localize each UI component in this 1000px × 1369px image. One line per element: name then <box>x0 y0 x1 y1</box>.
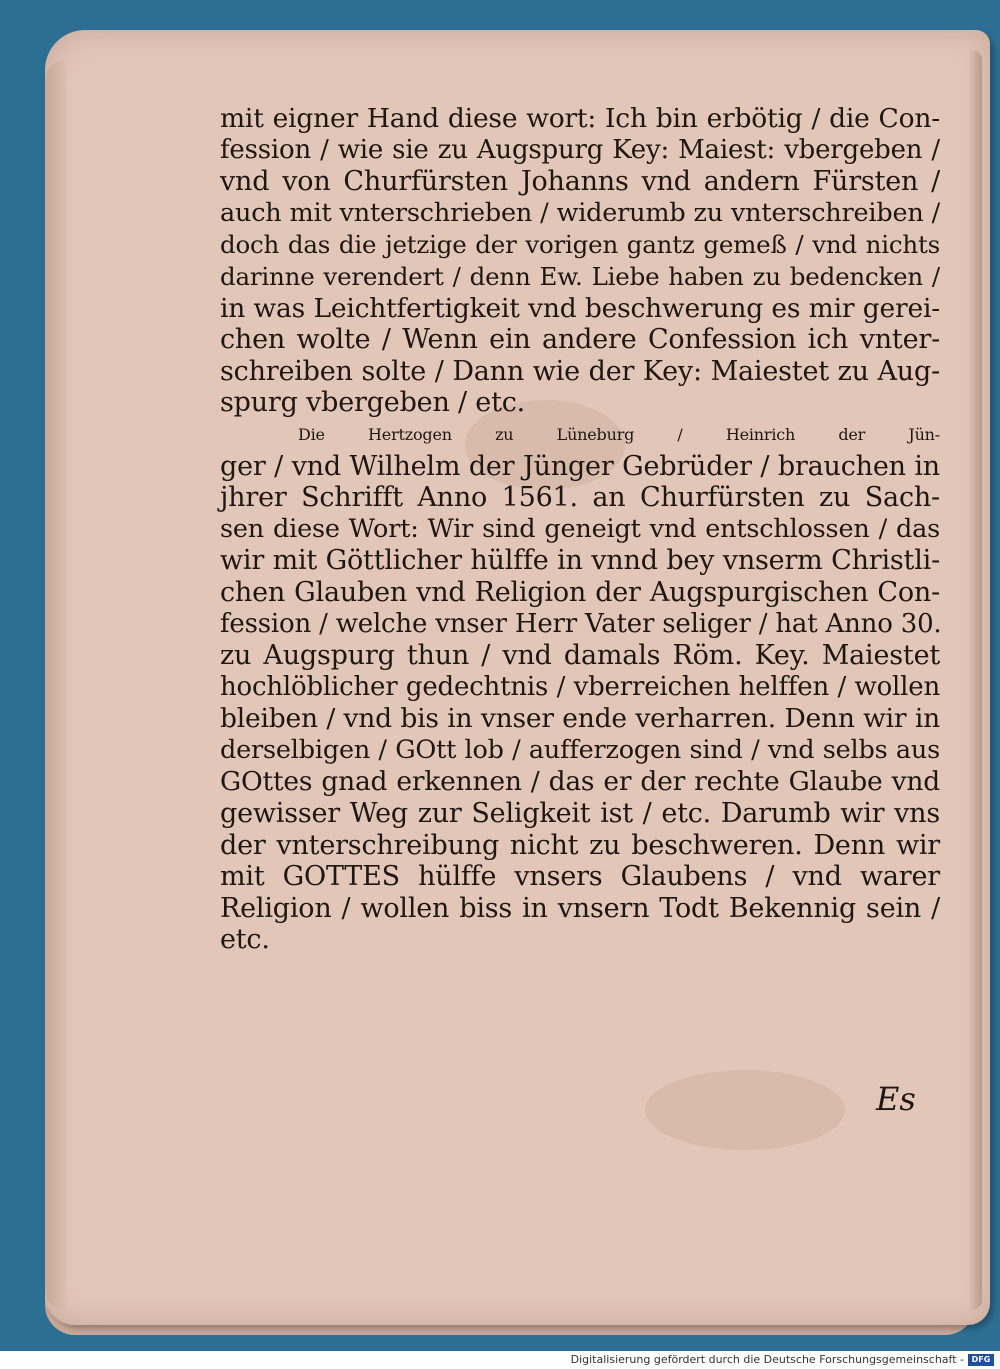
text-line: zu Augspurg thun / vnd damals Röm. Key. Maiestet <box>220 640 940 672</box>
text-line: gewisser Weg zur Seligkeit ist / etc. Darumb wir vns <box>220 798 940 830</box>
text-line: chen wolte / Wenn ein andere Confession ich vnter- <box>220 324 940 356</box>
text-line: der vnterschreibung nicht zu beschweren. Denn wir <box>220 829 940 861</box>
paper-stain <box>645 1070 845 1150</box>
text-line: fession / welche vnser Herr Vater seliger / hat Anno 30. <box>220 608 942 639</box>
text-line: ger / vnd Wilhelm der Jünger Gebrüder / brauchen in <box>220 450 940 482</box>
footer-credit: Digitalisierung gefördert durch die Deutsche Forschungsgemeinschaft - <box>570 1353 964 1366</box>
page-right-edge <box>968 50 982 1310</box>
text-line: wir mit Göttlicher hülffe in vnnd bey vnserm Christli- <box>220 545 940 577</box>
dfg-logo: DFG <box>968 1354 994 1366</box>
text-line: bleiben / vnd bis in vnser ende verharren. Denn wir in <box>220 703 940 735</box>
text-line: sen diese Wort: Wir sind geneigt vnd entschlossen / das <box>220 513 940 544</box>
text-line: auch mit vnterschrieben / widerumb zu vnterschreiben / <box>220 197 940 228</box>
text-line: vnd von Churfürsten Johanns vnd andern Fürsten / <box>220 166 940 198</box>
text-line: fession / wie sie zu Augspurg Key: Maiest: vbergeben / <box>220 134 940 165</box>
text-line: chen Glauben vnd Religion der Augspurgischen Con- <box>220 576 940 608</box>
text-line: mit GOTTES hülffe vnsers Glaubens / vnd warer <box>220 861 940 893</box>
text-line: derselbigen / GOtt lob / aufferzogen sind / vnd selbs aus <box>220 734 940 765</box>
text-line: Religion / wollen biss in vnsern Todt Bekennig sein / <box>220 892 940 924</box>
text-line: spurg vbergeben / etc. <box>220 387 526 419</box>
text-line: hochlöblicher gedechtnis / vberreichen helffen / wollen <box>220 671 940 702</box>
catchword: Es <box>876 1080 916 1118</box>
text-line: darinne verendert / denn Ew. Liebe haben zu bedencken / <box>220 261 940 291</box>
text-line: Die Hertzogen zu Lüneburg / Heinrich der Jün- <box>298 424 940 444</box>
text-line: in was Leichtfertigkeit vnd beschwerung es mir gerei- <box>220 292 940 324</box>
text-line: jhrer Schrifft Anno 1561. an Churfürsten zu Sach- <box>220 482 940 514</box>
text-line: GOttes gnad erkennen / das er der rechte Glaube vnd <box>220 766 940 798</box>
text-line: schreiben solte / Dann wie der Key: Maiestet zu Aug- <box>220 355 940 387</box>
text-line: mit eigner Hand diese wort: Ich bin erbötig / die Con- <box>220 103 940 134</box>
footer-bar <box>0 1351 1000 1369</box>
page-fold-left <box>45 60 67 1310</box>
text-line: etc. <box>220 924 270 956</box>
document-body-text <box>220 103 940 956</box>
text-line: doch das die jetzige der vorigen gantz gemeß / vnd nichts <box>220 230 940 260</box>
